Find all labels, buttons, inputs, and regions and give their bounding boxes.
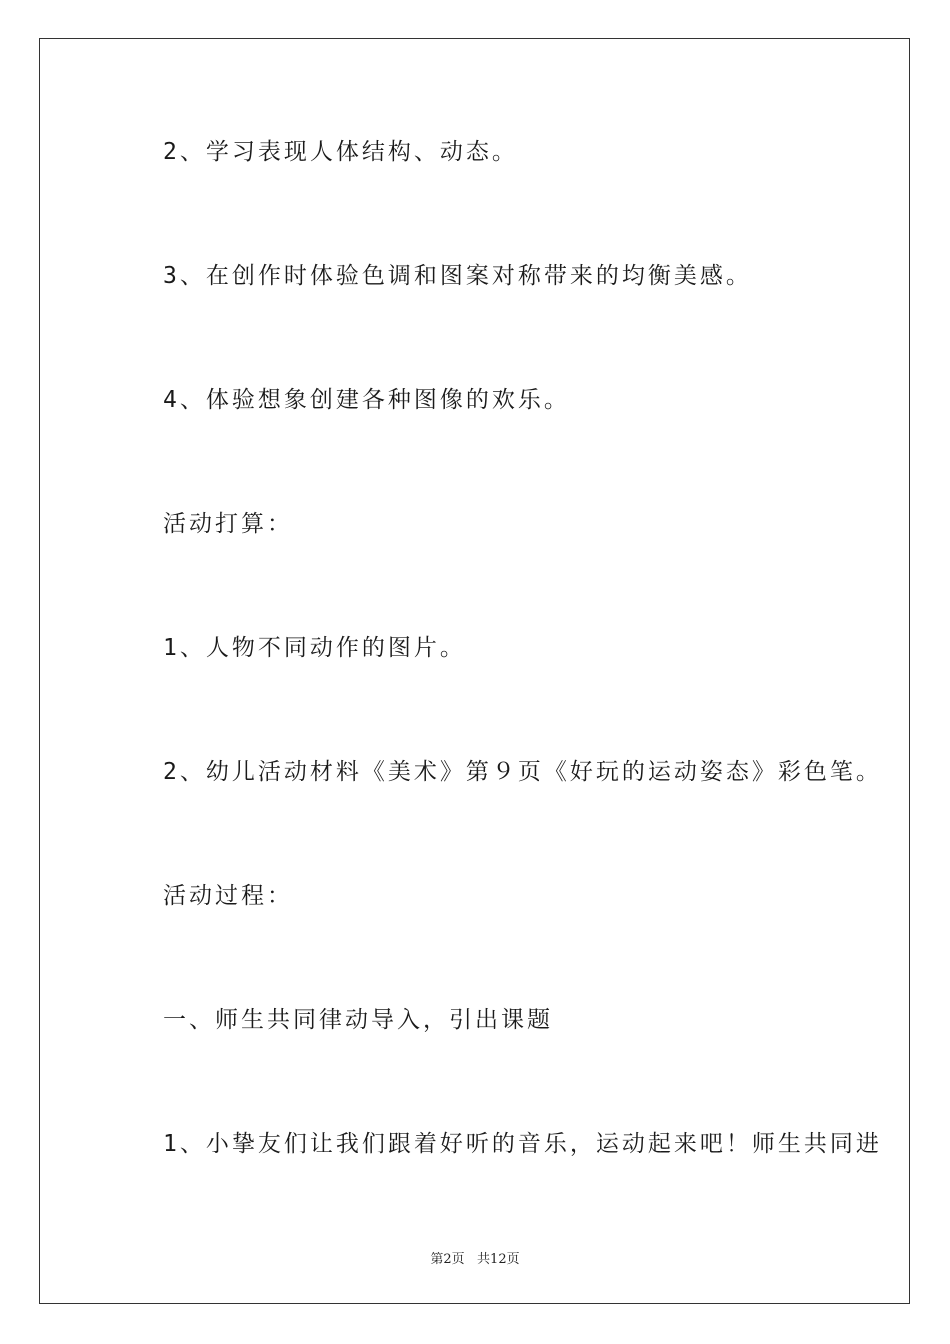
page-border [39,38,910,1304]
objective-2: 2、学习表现人体结构、动态。 [163,139,518,165]
objective-3: 3、在创作时体验色调和图案对称带来的均衡美感。 [163,263,752,289]
process-step-1-heading: 一、师生共同律动导入，引出课题 [163,1007,553,1033]
preparation-item-1: 1、人物不同动作的图片。 [163,635,466,661]
page-footer: 第2页 共12页 [430,1252,520,1267]
preparation-item-2: 2、幼儿活动材料《美术》第９页《好玩的运动姿态》彩色笔。 [163,759,882,785]
objective-4: 4、体验想象创建各种图像的欢乐。 [163,387,570,413]
process-step-1-text: 1、小挚友们让我们跟着好听的音乐，运动起来吧！师生共同进 [163,1131,882,1157]
section-heading-process: 活动过程： [163,883,293,909]
section-heading-preparation: 活动打算： [163,511,293,537]
